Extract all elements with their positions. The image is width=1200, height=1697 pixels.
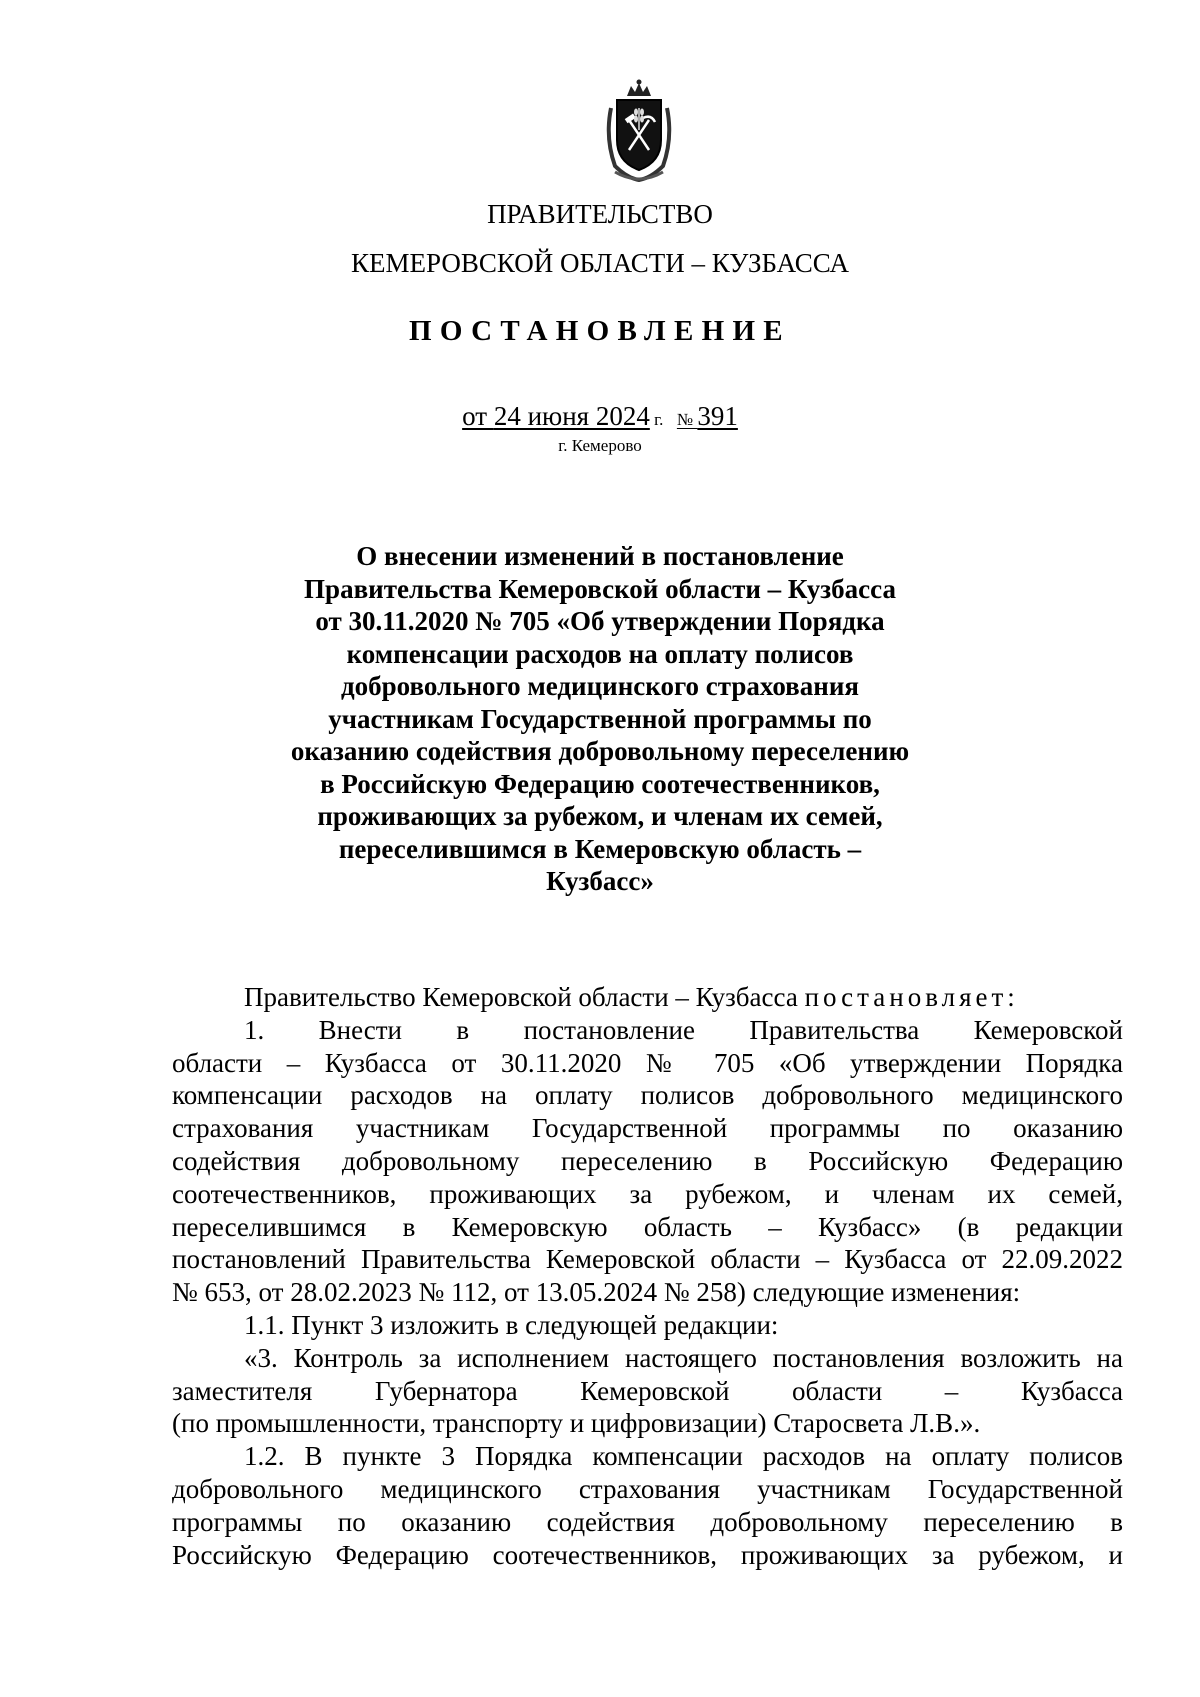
organization-name-line1: ПРАВИТЕЛЬСТВО [487, 199, 713, 229]
date-number-line [0, 400, 1200, 436]
title-line: О внесении изменений в постановление [356, 541, 844, 571]
body-line: заместителя Губернатора Кемеровской области – Кузбасса [172, 1375, 1123, 1406]
title-line: Кузбасс» [546, 866, 654, 896]
body-line: переселившимся в Кемеровскую область – Кузбасс» (в редакции [172, 1211, 1123, 1242]
body-line: постановлений Правительства Кемеровской области – Кузбасса от 22.09.2022 [172, 1244, 1123, 1275]
number-sign: № [676, 410, 698, 429]
intro-resolves: постановляет: [804, 982, 1019, 1012]
title-line: добровольного медицинского страхования [341, 671, 859, 701]
title-line: Правительства Кемеровской области – Кузбасса [304, 573, 896, 604]
title-line: компенсации расходов на оплату полисов [346, 638, 854, 669]
title-line: проживающих за рубежом, и членам их семей, [317, 801, 883, 831]
date-prefix: от [462, 401, 494, 431]
document-number: 391 [697, 401, 738, 431]
body-line: 1.2. В пункте 3 Порядка компенсации расходов на оплату полисов [244, 1441, 1123, 1472]
body-line: содействия добровольному переселению в Российскую Федерацию [172, 1145, 1123, 1176]
body-line: (по промышленности, транспорту и цифровизации) Старосвета Л.В.». [172, 1408, 981, 1439]
body-intro [172, 981, 1123, 1014]
city: г. Кемерово [558, 436, 642, 455]
body-line: № 653, от 28.02.2023 № 112, от 13.05.2024 № 258) следующие изменения: [172, 1277, 1021, 1308]
body-line: Российскую Федерацию соотечественников, проживающих за рубежом, и [172, 1539, 1123, 1570]
body-line: страхования участникам Государственной программы по оказанию [172, 1113, 1123, 1144]
title-line: участникам Государственной программы по [328, 703, 872, 734]
organization-name-line2: КЕМЕРОВСКОЙ ОБЛАСТИ – КУЗБАССА [351, 248, 849, 278]
title-line: от 30.11.2020 № 705 «Об утверждении Порядка [315, 606, 885, 636]
body-line: 1.1. Пункт 3 изложить в следующей редакции: [244, 1309, 779, 1340]
year-suffix: г. [649, 410, 664, 429]
intro-text: Правительство Кемеровской области – Кузбасса [244, 982, 805, 1012]
body-line: компенсации расходов на оплату полисов добровольного медицинского [172, 1080, 1123, 1111]
body-line: соотечественников, проживающих за рубежом, и членам их семей, [172, 1178, 1123, 1209]
document-date: 24 июня 2024 [493, 401, 650, 431]
coat-of-arms-emblem [601, 78, 677, 182]
body-line: 1. Внести в постановление Правительства Кемеровской [244, 1014, 1123, 1045]
body-line: добровольного медицинского страхования участникам Государственной [172, 1473, 1123, 1504]
body-line: области – Кузбасса от 30.11.2020 № 705 «Об утверждении Порядка [172, 1047, 1123, 1078]
title-line: переселившимся в Кемеровскую область – [338, 833, 862, 864]
document-title [0, 540, 1200, 898]
title-line: в Российскую Федерацию соотечественников, [320, 768, 880, 799]
title-line: оказанию содействия добровольному переселению [290, 736, 910, 766]
document-body [172, 981, 1123, 1571]
body-line: программы по оказанию содействия добровольному переселению в [172, 1506, 1123, 1537]
body-line: «3. Контроль за исполнением настоящего постановления возложить на [244, 1342, 1123, 1373]
document-type: ПОСТАНОВЛЕНИЕ [409, 315, 791, 347]
